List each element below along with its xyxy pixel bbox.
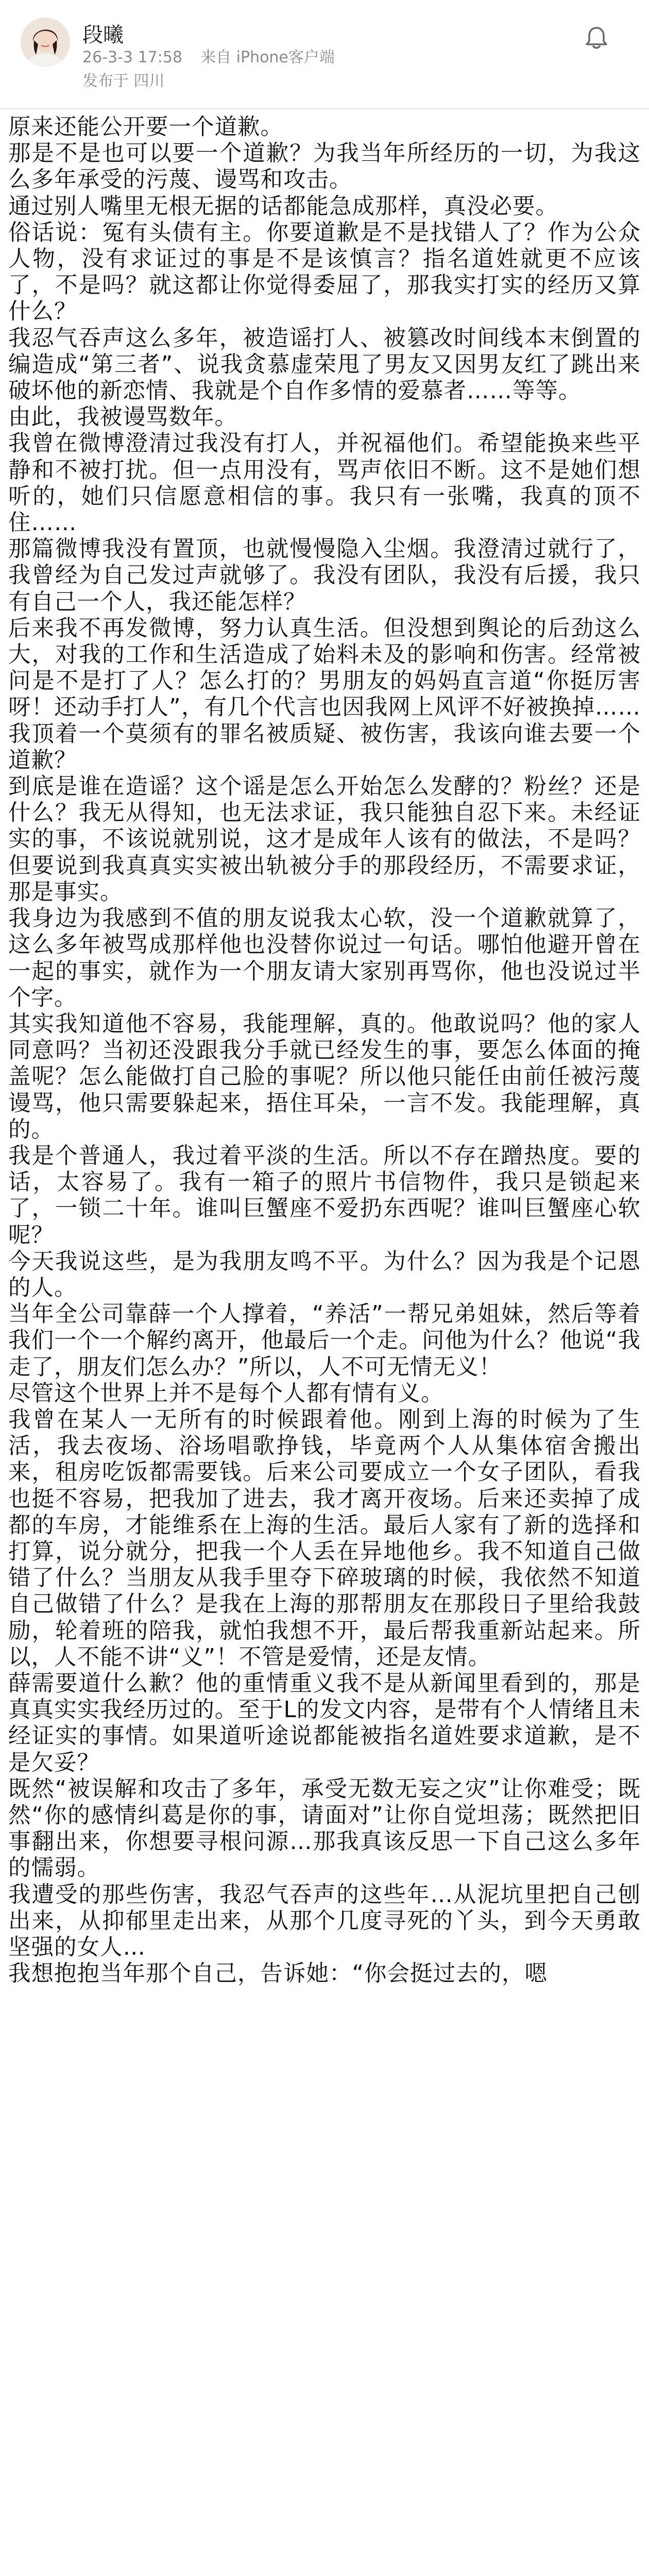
paragraph: 到底是谁在造谣？这个谣是怎么开始怎么发酵的？粉丝？还是什么？我无从得知，也无法求证，我只能独自忍下来。未经证实的事，不该说就别说，这才是成年人该有的做法，不是吗？但要说到我真真实实被出轨被分手的那段经历，不需要求证，那是事实。 <box>8 774 641 905</box>
paragraph: 我曾在微博澄清过我没有打人，并祝福他们。希望能换来些平静和不被打扰。但一点用没有，骂声依旧不断。这不是她们想听的，她们只信愿意相信的事。我只有一张嘴，我真的顶不住…… <box>8 431 641 536</box>
paragraph: 其实我知道他不容易，我能理解，真的。他敢说吗？他的家人同意吗？当初还没跟我分手就已经发生的事，要怎么体面的掩盖呢？怎么能做打自己脸的事呢？所以他只能任由前任被污蔑谩骂，他只需要躲起来，捂住耳朵，一言不发。我能理解，真的。 <box>8 1011 641 1143</box>
author-name[interactable]: 段曦 <box>82 23 124 47</box>
paragraph: 我忍气吞声这么多年，被造谣打人、被篡改时间线本末倒置的编造成“第三者”、说我贪慕虚荣甩了男友又因男友红了跳出来破坏他的新恋情、我就是个自作多情的爱慕者……等等。 <box>8 325 641 404</box>
post-header <box>0 0 649 108</box>
avatar[interactable] <box>21 18 70 67</box>
paragraph: 当年全公司靠薛一个人撑着，“养活”一帮兄弟姐妹，然后等着我们一个一个解约离开，他最后一个走。问他为什么？他说“我走了，朋友们怎么办？”所以，人不可无情无义！ <box>8 1301 641 1380</box>
paragraph: 我想抱抱当年那个自己，告诉她：“你会挺过去的，嗯 <box>8 1961 548 1987</box>
paragraph: 由此，我被谩骂数年。 <box>8 404 237 431</box>
post-meta <box>82 44 335 67</box>
paragraph: 我身边为我感到不值的朋友说我太心软，没一个道歉就算了，这么多年被骂成那样他也没替你说过一句话。哪怕他避开曾在一起的事实，就作为一个朋友请大家别再骂你，他也没说过半个字。 <box>8 906 641 1011</box>
paragraph: 我曾在某人一无所有的时候跟着他。刚到上海的时候为了生活，我去夜场、浴场唱歌挣钱，毕竟两个人从集体宿舍搬出来，租房吃饭都需要钱。后来公司要成立一个女子团队，看我也挺不容易，把我加了进去，我才离开夜场。后来还卖掉了成都的车房，才能维系在上海的生活。最后人家有了新的选择和打算，说分就分，把我一个人丢在异地他乡。我不知道自己做错了什么？当朋友从我手里夺下碎玻璃的时候，我依然不知道自己做错了什么？是我在上海的那帮朋友在那段日子里给我鼓励，轮着班的陪我，就怕我想不开，最后帮我重新站起来。所以，人不能不讲“义”！不管是爱情，还是友情。 <box>8 1406 641 1670</box>
paragraph: 通过别人嘴里无根无据的话都能急成那样，真没必要。 <box>8 193 558 219</box>
paragraph: 那篇微博我没有置顶，也就慢慢隐入尘烟。我澄清过就行了，我曾经为自己发过声就够了。我没有团队，我没有后援，我只有自己一个人，我还能怎样？ <box>8 536 641 615</box>
paragraph: 那是不是也可以要一个道歉？为我当年所经历的一切，为我这么多年承受的污蔑、谩骂和攻击。 <box>8 141 641 193</box>
paragraph: 俗话说：冤有头债有主。你要道歉是不是找错人了？作为公众人物，没有求证过的事是不是该慎言？指名道姓就更不应该了，不是吗？就这都让你觉得委屈了，那我实打实的经历又算什么？ <box>8 219 641 325</box>
paragraph: 原来还能公开要一个道歉。 <box>8 114 283 140</box>
paragraph: 后来我不再发微博，努力认真生活。但没想到舆论的后劲这么大，对我的工作和生活造成了始料未及的影响和伤害。经常被问是不是打了人？怎么打的？男朋友的妈妈直言道“你挺厉害呀！还动手打人”，有几个代言也因我网上风评不好被换掉……我顶着一个莫须有的罪名被质疑、被伤害，我该向谁去要一个道歉？ <box>8 615 641 773</box>
paragraph: 薛需要道什么歉？他的重情重义我不是从新闻里看到的，那是真真实实我经历过的。至于L的发文内容，是带有个人情绪且未经证实的事情。如果道听途说都能被指名道姓要求道歉，是不是欠妥？ <box>8 1670 641 1776</box>
post-location: 发布于 四川 <box>82 72 165 90</box>
header-divider <box>0 108 649 109</box>
paragraph: 我是个普通人，我过着平淡的生活。所以不存在蹭热度。要的话，太容易了。我有一箱子的照片书信物件，我只是锁起来了，一锁二十年。谁叫巨蟹座不爱扔东西呢？谁叫巨蟹座心软呢？ <box>8 1143 641 1248</box>
paragraph: 我遭受的那些伤害，我忍气吞声的这些年…从泥坑里把自己刨出来，从抑郁里走出来，从那个几度寻死的丫头，到今天勇敢坚强的女人… <box>8 1882 641 1961</box>
bell-icon[interactable] <box>581 23 612 54</box>
post-time: 26-3-3 17:58 <box>82 48 182 66</box>
post-source: 来自 iPhone客户端 <box>200 48 335 66</box>
paragraph: 今天我说这些，是为我朋友鸣不平。为什么？因为我是个记恩的人。 <box>8 1248 641 1301</box>
post-body <box>8 114 641 1987</box>
paragraph: 既然“被误解和攻击了多年，承受无数无妄之灾”让你难受；既然“你的感情纠葛是你的事，请面对”让你自觉坦荡；既然把旧事翻出来，你想要寻根问源…那我真该反思一下自己这么多年的懦弱。 <box>8 1776 641 1882</box>
paragraph: 尽管这个世界上并不是每个人都有情有义。 <box>8 1380 444 1406</box>
